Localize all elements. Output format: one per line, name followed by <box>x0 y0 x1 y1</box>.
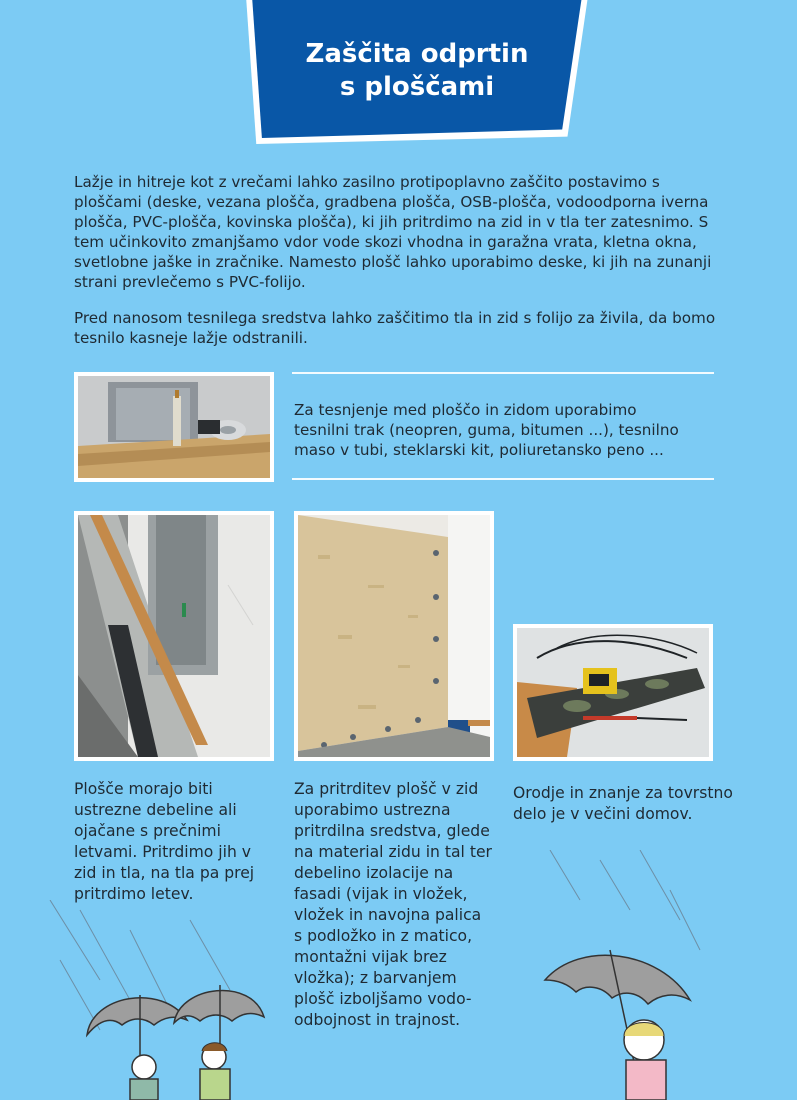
divider-top <box>292 372 714 374</box>
photo-tools <box>513 624 713 761</box>
caption-middle: Za pritrditev plošč v zid uporabimo ustrezna pritrdilna sredstva, glede na material zidu in tal ter debelino izolacije na fasadi (vijak in vložek, vložek in navojna palica s podložko in z matico, montažni vijak brez vložka); z barvanjem plošč izboljšamo vodo-odbojnost in trajnost. <box>294 780 492 1029</box>
caption-left: Plošče morajo biti ustrezne debeline ali ojačane s prečnimi letvami. Pritrdimo jih v zid in tla, na tla pa prej pritrdimo letev. <box>74 780 255 903</box>
caption-right: Orodje in znanje za tovrstno delo je v večini domov. <box>513 784 733 823</box>
page-title <box>252 38 582 104</box>
photo-board-with-batten <box>74 511 274 761</box>
intro-paragraph-2: Pred nanosom tesnilega sredstva lahko zaščitimo tla in zid s folijo za živila, da bomo tesnilo kasneje lažje odstranili. <box>74 309 716 347</box>
divider-bottom <box>292 478 714 480</box>
photo-sealing-materials <box>74 372 274 482</box>
photo-screwed-board <box>294 511 494 761</box>
page-title-line-2: s ploščami <box>339 72 495 102</box>
sealing-text: Za tesnjenje med ploščo in zidom uporabimo tesnilni trak (neopren, guma, bitumen ...), tesnilno maso v tubi, steklarski kit, poliuretansko peno ... <box>294 401 679 459</box>
page-title-line-1: Zaščita odprtin <box>305 39 529 69</box>
intro-paragraph-1: Lažje in hitreje kot z vrečami lahko zasilno protipoplavno zaščito postavimo s ploščami (deske, vezana plošča, gradbena plošča, OSB-plošča, vodoodporna iverna plošča, PVC-plošča, kovinska plošča), ki jih pritrdimo na zid in v tla ter zatesnimo. S tem učinkovito zmanjšamo vdor vode skozi vhodna in garažna vrata, kletna okna, svetlobne jaške in zračnike. Namesto plošč lahko uporabimo deske, ki jih na zunanji strani prevlečemo s PVC-folijo. <box>74 173 712 291</box>
umbrella-kids-illustration <box>82 975 272 1100</box>
umbrella-icon <box>545 950 690 1090</box>
umbrella-kid-illustration <box>540 940 700 1100</box>
